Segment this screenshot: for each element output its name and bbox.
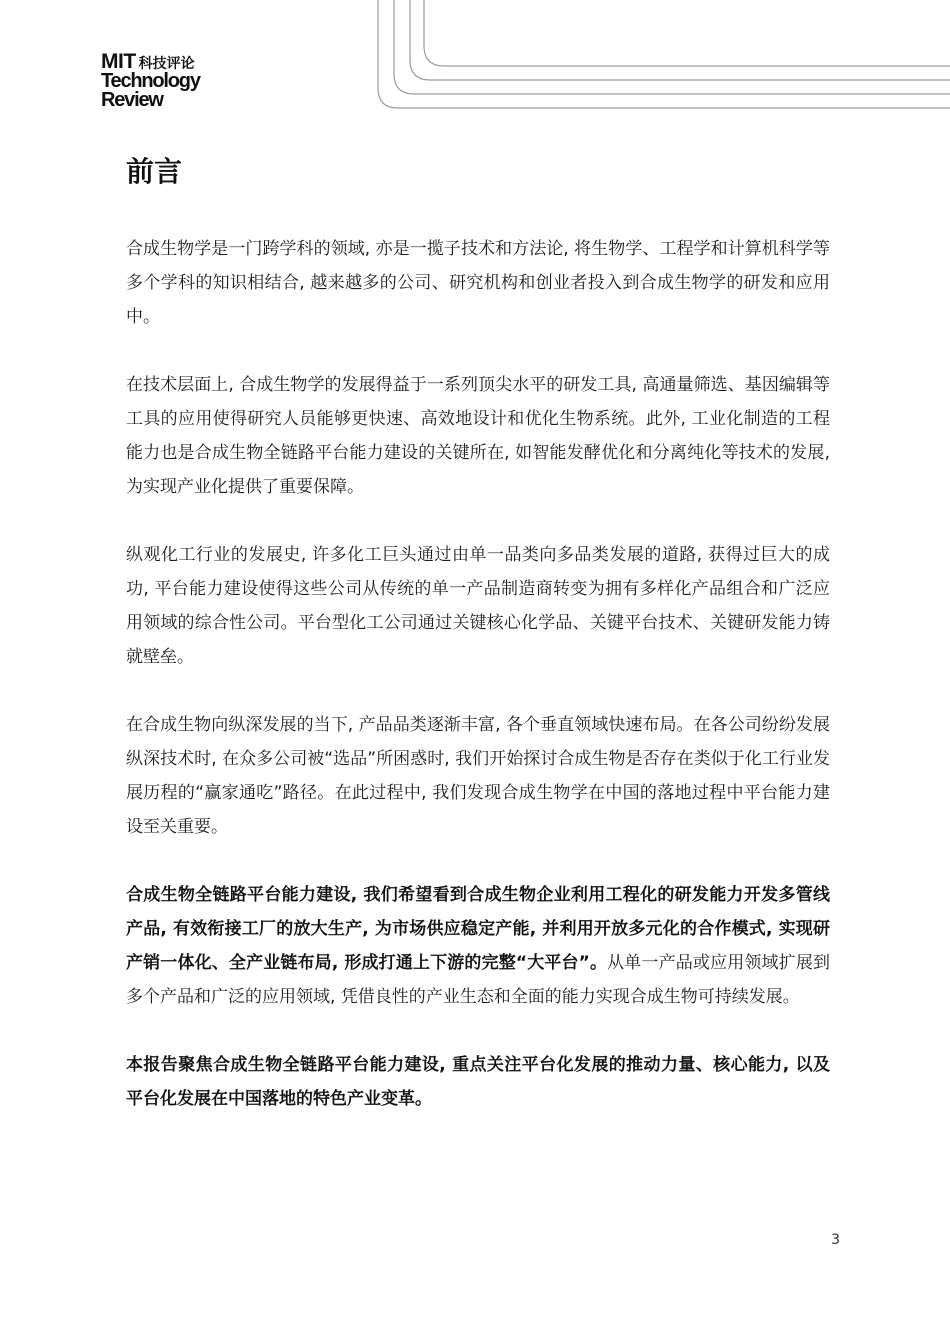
- paragraph-3: [126, 538, 830, 674]
- logo-chinese-text: 科技评论: [138, 55, 195, 71]
- deco-line-4: [424, 0, 950, 66]
- body-content: [126, 232, 830, 1150]
- deco-line-3: [410, 0, 950, 80]
- paragraph-6-bold: 本报告聚焦合成生物全链路平台能力建设, 重点关注平台化发展的推动力量、核心能力, 以及平台化发展在中国落地的特色产业变革。: [126, 1055, 830, 1109]
- paragraph-2: [126, 368, 830, 504]
- logo-technology-text: Technology: [101, 70, 200, 92]
- logo-review-text: Review: [101, 89, 163, 111]
- paragraph-5: [126, 878, 830, 1014]
- deco-line-1: [378, 0, 950, 108]
- paragraph-5-text: 从单一产品或应用领域扩展到多个产品和广泛的应用领域, 凭借良性的产业生态和全面的能力实现合成生物可持续发展。: [126, 953, 830, 1007]
- page-number: 3: [831, 1232, 840, 1248]
- mit-technology-review-logo: [101, 52, 200, 110]
- page-title: 前言: [126, 155, 183, 188]
- paragraph-2-text: 在技术层面上, 合成生物学的发展得益于一系列顶尖水平的研发工具, 高通量筛选、基因编辑等工具的应用使得研究人员能够更快速、高效地设计和优化生物系统。此外, 工业化制造的工程能力也是合成生物全链路平台能力建设的关键所在, 如智能发酵优化和分离纯化等技术的发展, 为实现产业化提供了重要保障。: [126, 375, 830, 497]
- paragraph-6: [126, 1048, 830, 1116]
- paragraph-5-bold: 合成生物全链路平台能力建设, 我们希望看到合成生物企业利用工程化的研发能力开发多管线产品, 有效衔接工厂的放大生产, 为市场供应稳定产能, 并利用开放多元化的合作模式, 实现研产销一体化、全产业链布局, 形成打通上下游的完整“大平台”。: [126, 885, 830, 973]
- logo-mit-text: MIT: [101, 50, 136, 73]
- paragraph-1: [126, 232, 830, 334]
- paragraph-1-text: 合成生物学是一门跨学科的领域, 亦是一揽子技术和方法论, 将生物学、工程学和计算机科学等多个学科的知识相结合, 越来越多的公司、研究机构和创业者投入到合成生物学的研发和应用中。: [126, 239, 830, 327]
- paragraph-4-text: 在合成生物向纵深发展的当下, 产品品类逐渐丰富, 各个垂直领域快速布局。在各公司纷纷发展纵深技术时, 在众多公司被“选品”所困惑时, 我们开始探讨合成生物是否存在类似于化工行业发展历程的“赢家通吃”路径。在此过程中, 我们发现合成生物学在中国的落地过程中平台能力建设至关重要。: [126, 715, 830, 837]
- paragraph-4: [126, 708, 830, 844]
- paragraph-3-text: 纵观化工行业的发展史, 许多化工巨头通过由单一品类向多品类发展的道路, 获得过巨大的成功, 平台能力建设使得这些公司从传统的单一产品制造商转变为拥有多样化产品组合和广泛应用领域的综合性公司。平台型化工公司通过关键核心化学品、关键平台技术、关键研发能力铸就壁垒。: [126, 545, 830, 667]
